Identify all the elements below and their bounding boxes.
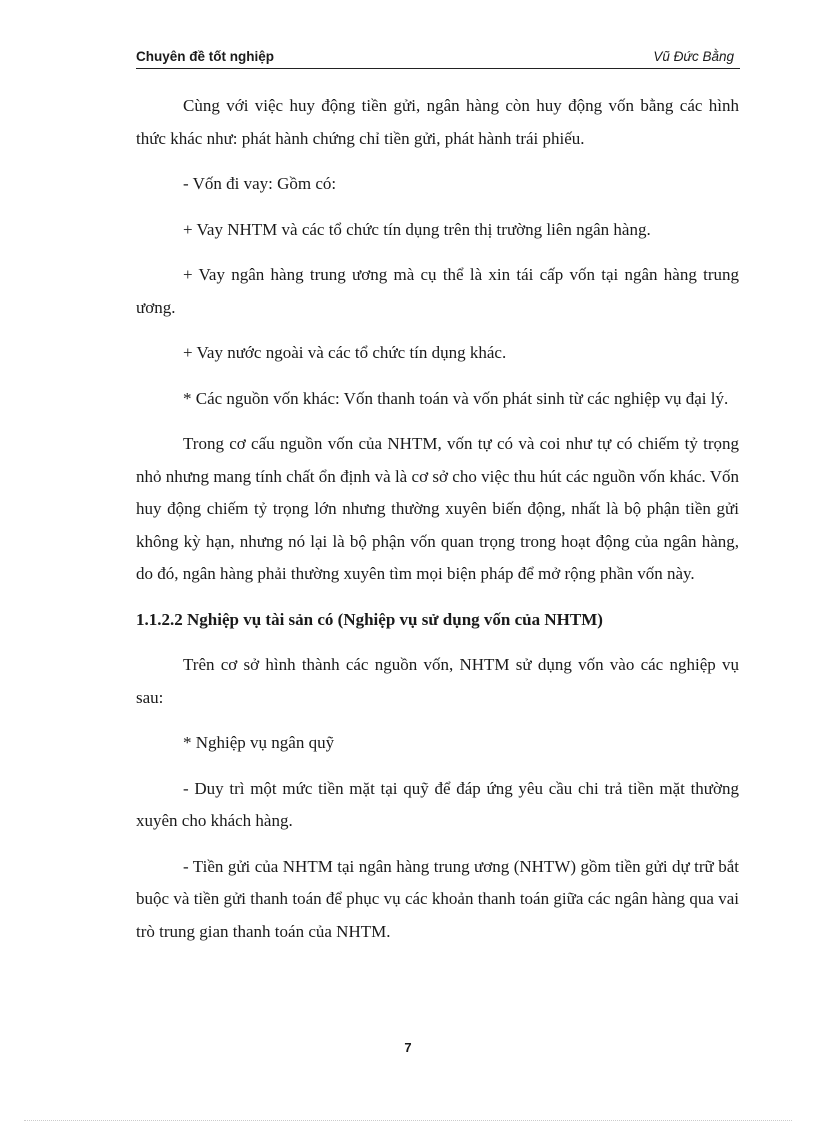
paragraph-treasury-operations: * Nghiệp vụ ngân quỹ xyxy=(183,733,335,752)
header-document-type: Chuyên đề tốt nghiệp xyxy=(136,49,274,64)
page-bottom-divider xyxy=(24,1120,792,1121)
header-author: Vũ Đức Bằng xyxy=(653,49,734,64)
paragraph-cash-reserve: - Duy trì một mức tiền mặt tại quỹ để đáp ứng yêu cầu chi trả tiền mặt thường xuyên cho khách hàng. xyxy=(136,778,739,830)
paragraph-other-deposit-forms: Cùng với việc huy động tiền gửi, ngân hàng còn huy động vốn bằng các hình thức khác như: phát hành chứng chỉ tiền gửi, phát hành trái phiếu. xyxy=(136,96,739,148)
paragraph-central-bank-loans: + Vay ngân hàng trung ương mà cụ thể là xin tái cấp vốn tại ngân hàng trung ương. xyxy=(136,265,739,317)
paragraph-capital-structure: Trong cơ cấu nguồn vốn của NHTM, vốn tự có và coi như tự có chiếm tỷ trọng nhỏ nhưng mang tính chất ổn định và là cơ sở cho việc thu hút các nguồn vốn khác. Vốn huy động chiếm tỷ trọng lớn nhưng thường xuyên biến động, nhất là bộ phận tiền gửi không kỳ hạn, nhưng nó lại là bộ phận vốn quan trọng trong hoạt động của ngân hàng, do đó, ngân hàng phải thường xuyên tìm mọi biện pháp để mở rộng phần vốn này. xyxy=(136,434,739,583)
paragraph-capital-usage-intro: Trên cơ sở hình thành các nguồn vốn, NHTM sử dụng vốn vào các nghiệp vụ sau: xyxy=(136,655,739,707)
paragraph-interbank-loans: + Vay NHTM và các tổ chức tín dụng trên thị trường liên ngân hàng. xyxy=(183,219,651,239)
paragraph-central-bank-deposits: - Tiền gửi của NHTM tại ngân hàng trung ương (NHTW) gồm tiền gửi dự trữ bắt buộc và tiền gửi thanh toán để phục vụ các khoản thanh toán giữa các ngân hàng qua vai trò trung gian thanh toán của NHTM. xyxy=(136,856,739,941)
paragraph-borrowed-capital: - Vốn đi vay: Gồm có: xyxy=(183,174,337,193)
page-body xyxy=(136,90,739,961)
page-number: 7 xyxy=(404,1040,412,1055)
section-heading-asset-operations: 1.1.2.2 Nghiệp vụ tài sản có (Nghiệp vụ sử dụng vốn của NHTM) xyxy=(136,609,603,629)
page-header xyxy=(136,48,740,69)
paragraph-foreign-loans: + Vay nước ngoài và các tổ chức tín dụng khác. xyxy=(183,343,507,362)
paragraph-other-capital-sources: * Các nguồn vốn khác: Vốn thanh toán và vốn phát sinh từ các nghiệp vụ đại lý. xyxy=(183,388,729,408)
